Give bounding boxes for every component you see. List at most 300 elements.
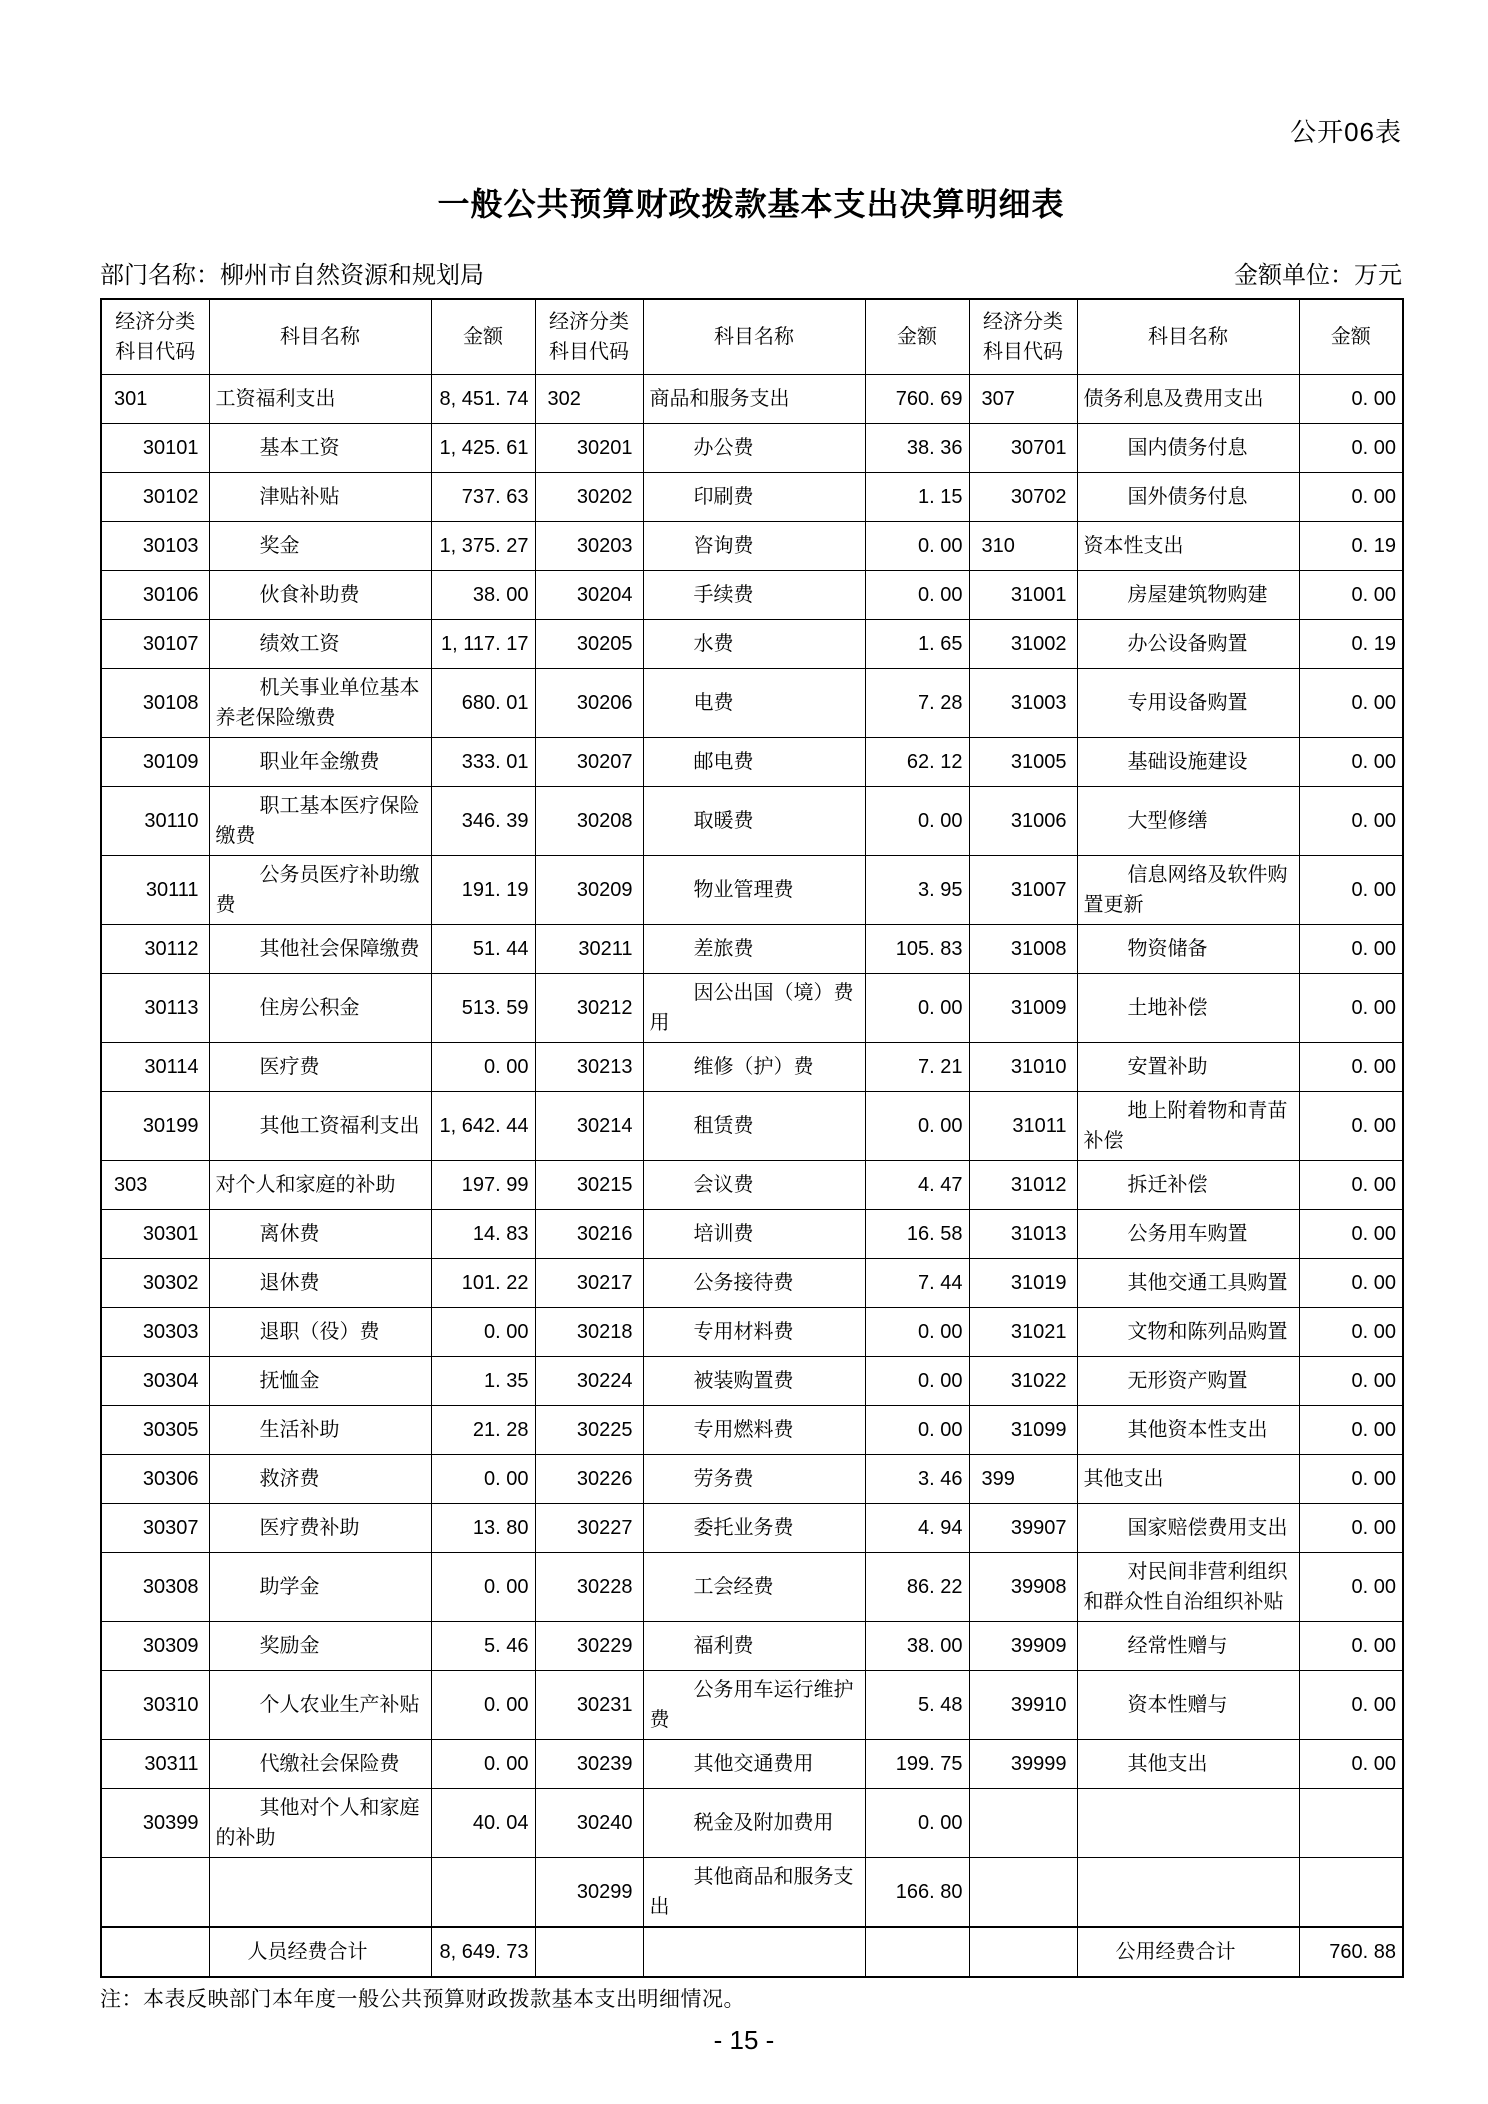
- column-header: 经济分类科目代码: [535, 299, 643, 375]
- code-cell: 30204: [535, 571, 643, 620]
- code-cell: 30109: [101, 738, 209, 787]
- amount-cell: 3. 95: [865, 856, 969, 925]
- table-row: [101, 571, 1403, 620]
- amount-cell: 21. 28: [431, 1406, 535, 1455]
- amount-cell: 333. 01: [431, 738, 535, 787]
- column-header: 经济分类科目代码: [969, 299, 1077, 375]
- code-cell: 30217: [535, 1259, 643, 1308]
- code-cell: 30215: [535, 1161, 643, 1210]
- code-cell: 30108: [101, 669, 209, 738]
- amount-cell: 0. 00: [1299, 1406, 1403, 1455]
- code-cell: [535, 1927, 643, 1977]
- table-row: [101, 1740, 1403, 1789]
- subject-name-cell: 租赁费: [643, 1092, 865, 1161]
- amount-cell: 4. 47: [865, 1161, 969, 1210]
- amount-cell: [431, 1858, 535, 1928]
- subject-name-cell: 商品和服务支出: [643, 375, 865, 424]
- code-cell: 399: [969, 1455, 1077, 1504]
- amount-cell: 1. 35: [431, 1357, 535, 1406]
- amount-cell: 5. 48: [865, 1671, 969, 1740]
- subject-name-cell: 专用设备购置: [1077, 669, 1299, 738]
- code-cell: 39907: [969, 1504, 1077, 1553]
- table-row: [101, 1092, 1403, 1161]
- subject-name-cell: 房屋建筑物购建: [1077, 571, 1299, 620]
- table-row: [101, 1504, 1403, 1553]
- subject-name-cell: 公务用车运行维护费: [643, 1671, 865, 1740]
- amount-cell: 4. 94: [865, 1504, 969, 1553]
- code-cell: 30305: [101, 1406, 209, 1455]
- subject-name-cell: 公务接待费: [643, 1259, 865, 1308]
- amount-cell: 191. 19: [431, 856, 535, 925]
- subject-name-cell: 被装购置费: [643, 1357, 865, 1406]
- amount-cell: 513. 59: [431, 974, 535, 1043]
- subject-name-cell: 债务利息及费用支出: [1077, 375, 1299, 424]
- amount-cell: 0. 00: [865, 1406, 969, 1455]
- subject-name-cell: 津贴补贴: [209, 473, 431, 522]
- table-row: [101, 974, 1403, 1043]
- subject-name-cell: 公务用车购置: [1077, 1210, 1299, 1259]
- amount-cell: 0. 00: [431, 1455, 535, 1504]
- amount-cell: 0. 00: [1299, 1553, 1403, 1622]
- amount-cell: 0. 00: [1299, 1210, 1403, 1259]
- subject-name-cell: 其他商品和服务支出: [643, 1858, 865, 1928]
- table-row: [101, 522, 1403, 571]
- subject-name-cell: 伙食补助费: [209, 571, 431, 620]
- amount-cell: 7. 28: [865, 669, 969, 738]
- subject-name-cell: 其他工资福利支出: [209, 1092, 431, 1161]
- code-cell: 30231: [535, 1671, 643, 1740]
- code-cell: 31009: [969, 974, 1077, 1043]
- code-cell: 30102: [101, 473, 209, 522]
- amount-cell: 8, 451. 74: [431, 375, 535, 424]
- subject-name-cell: 其他支出: [1077, 1455, 1299, 1504]
- amount-cell: 166. 80: [865, 1858, 969, 1928]
- amount-cell: 0. 00: [865, 1357, 969, 1406]
- amount-cell: 0. 00: [865, 522, 969, 571]
- table-row: [101, 1927, 1403, 1977]
- amount-cell: 0. 00: [1299, 925, 1403, 974]
- subject-name-cell: 公务员医疗补助缴费: [209, 856, 431, 925]
- subject-name-cell: [1077, 1789, 1299, 1858]
- amount-cell: 737. 63: [431, 473, 535, 522]
- subject-name-cell: 绩效工资: [209, 620, 431, 669]
- code-cell: 30306: [101, 1455, 209, 1504]
- subject-name-cell: 因公出国（境）费用: [643, 974, 865, 1043]
- code-cell: 30303: [101, 1308, 209, 1357]
- table-row: [101, 473, 1403, 522]
- amount-cell: 7. 44: [865, 1259, 969, 1308]
- amount-cell: 0. 00: [431, 1553, 535, 1622]
- table-row: [101, 1789, 1403, 1858]
- subject-name-cell: 办公设备购置: [1077, 620, 1299, 669]
- code-cell: 30206: [535, 669, 643, 738]
- code-cell: 31008: [969, 925, 1077, 974]
- table-row: [101, 1043, 1403, 1092]
- code-cell: 30209: [535, 856, 643, 925]
- subject-name-cell: 机关事业单位基本养老保险缴费: [209, 669, 431, 738]
- code-cell: 31022: [969, 1357, 1077, 1406]
- code-cell: 31002: [969, 620, 1077, 669]
- amount-cell: 105. 83: [865, 925, 969, 974]
- code-cell: 301: [101, 375, 209, 424]
- budget-table: [100, 298, 1404, 1978]
- code-cell: 30114: [101, 1043, 209, 1092]
- subject-name-cell: 安置补助: [1077, 1043, 1299, 1092]
- code-cell: 30211: [535, 925, 643, 974]
- subject-name-cell: 医疗费补助: [209, 1504, 431, 1553]
- subject-name-cell: 职工基本医疗保险缴费: [209, 787, 431, 856]
- subject-name-cell: 拆迁补偿: [1077, 1161, 1299, 1210]
- table-row: [101, 1210, 1403, 1259]
- code-cell: 30111: [101, 856, 209, 925]
- table-row: [101, 1357, 1403, 1406]
- code-cell: 31012: [969, 1161, 1077, 1210]
- amount-cell: 16. 58: [865, 1210, 969, 1259]
- subject-name-cell: 工资福利支出: [209, 375, 431, 424]
- column-header: 经济分类科目代码: [101, 299, 209, 375]
- code-cell: 30213: [535, 1043, 643, 1092]
- subject-name-cell: 其他社会保障缴费: [209, 925, 431, 974]
- subject-name-cell: 文物和陈列品购置: [1077, 1308, 1299, 1357]
- code-cell: 30308: [101, 1553, 209, 1622]
- code-cell: 30227: [535, 1504, 643, 1553]
- code-cell: 30103: [101, 522, 209, 571]
- code-cell: 30218: [535, 1308, 643, 1357]
- subject-name-cell: 劳务费: [643, 1455, 865, 1504]
- subject-name-cell: 税金及附加费用: [643, 1789, 865, 1858]
- amount-cell: 0. 00: [865, 1789, 969, 1858]
- subject-name-cell: 取暖费: [643, 787, 865, 856]
- subject-name-cell: 其他交通工具购置: [1077, 1259, 1299, 1308]
- amount-cell: 0. 00: [1299, 1043, 1403, 1092]
- code-cell: 30239: [535, 1740, 643, 1789]
- amount-cell: 0. 00: [1299, 1308, 1403, 1357]
- amount-cell: 0. 00: [1299, 473, 1403, 522]
- subject-name-cell: 退职（役）费: [209, 1308, 431, 1357]
- amount-cell: 1, 117. 17: [431, 620, 535, 669]
- code-cell: 30307: [101, 1504, 209, 1553]
- table-row: [101, 1406, 1403, 1455]
- code-cell: 30226: [535, 1455, 643, 1504]
- column-header: 金额: [1299, 299, 1403, 375]
- header-row: [101, 299, 1403, 375]
- table-row: [101, 1671, 1403, 1740]
- amount-cell: 197. 99: [431, 1161, 535, 1210]
- amount-cell: 40. 04: [431, 1789, 535, 1858]
- subject-name-cell: 公用经费合计: [1077, 1927, 1299, 1977]
- amount-cell: 0. 00: [431, 1043, 535, 1092]
- subject-name-cell: 奖励金: [209, 1622, 431, 1671]
- subject-name-cell: 经常性赠与: [1077, 1622, 1299, 1671]
- table-row: [101, 620, 1403, 669]
- page-title: 一般公共预算财政拨款基本支出决算明细表: [437, 186, 1065, 222]
- code-cell: 30199: [101, 1092, 209, 1161]
- code-cell: 303: [101, 1161, 209, 1210]
- code-cell: 31003: [969, 669, 1077, 738]
- code-cell: 30205: [535, 620, 643, 669]
- amount-cell: 7. 21: [865, 1043, 969, 1092]
- amount-cell: 38. 36: [865, 424, 969, 473]
- amount-cell: 0. 00: [1299, 1092, 1403, 1161]
- table-row: [101, 1858, 1403, 1928]
- subject-name-cell: 国家赔偿费用支出: [1077, 1504, 1299, 1553]
- page-number: - 15 -: [713, 2025, 775, 2055]
- code-cell: 31007: [969, 856, 1077, 925]
- code-cell: 307: [969, 375, 1077, 424]
- code-cell: 302: [535, 375, 643, 424]
- code-cell: [969, 1927, 1077, 1977]
- code-cell: 30201: [535, 424, 643, 473]
- subject-name-cell: 会议费: [643, 1161, 865, 1210]
- subject-name-cell: 物业管理费: [643, 856, 865, 925]
- subject-name-cell: 培训费: [643, 1210, 865, 1259]
- code-cell: 30304: [101, 1357, 209, 1406]
- subject-name-cell: 无形资产购置: [1077, 1357, 1299, 1406]
- amount-cell: 1, 642. 44: [431, 1092, 535, 1161]
- code-cell: 30701: [969, 424, 1077, 473]
- table-row: [101, 1455, 1403, 1504]
- code-cell: 30240: [535, 1789, 643, 1858]
- code-cell: 30216: [535, 1210, 643, 1259]
- amount-cell: 680. 01: [431, 669, 535, 738]
- code-cell: 30399: [101, 1789, 209, 1858]
- code-cell: 39910: [969, 1671, 1077, 1740]
- subject-name-cell: 手续费: [643, 571, 865, 620]
- code-cell: 30228: [535, 1553, 643, 1622]
- subject-name-cell: 维修（护）费: [643, 1043, 865, 1092]
- amount-cell: 0. 00: [865, 571, 969, 620]
- subject-name-cell: 职业年金缴费: [209, 738, 431, 787]
- amount-cell: 101. 22: [431, 1259, 535, 1308]
- amount-cell: 0. 00: [1299, 1504, 1403, 1553]
- subject-name-cell: [643, 1927, 865, 1977]
- amount-cell: 0. 00: [1299, 424, 1403, 473]
- amount-cell: [1299, 1858, 1403, 1928]
- subject-name-cell: 国外债务付息: [1077, 473, 1299, 522]
- subject-name-cell: 奖金: [209, 522, 431, 571]
- subject-name-cell: 助学金: [209, 1553, 431, 1622]
- subject-name-cell: 个人农业生产补贴: [209, 1671, 431, 1740]
- amount-cell: 0. 00: [1299, 1357, 1403, 1406]
- subject-name-cell: 委托业务费: [643, 1504, 865, 1553]
- code-cell: 30301: [101, 1210, 209, 1259]
- subject-name-cell: 其他交通费用: [643, 1740, 865, 1789]
- amount-cell: 0. 00: [1299, 375, 1403, 424]
- amount-cell: 0. 00: [1299, 1671, 1403, 1740]
- subject-name-cell: 印刷费: [643, 473, 865, 522]
- code-cell: 30309: [101, 1622, 209, 1671]
- amount-cell: 760. 69: [865, 375, 969, 424]
- amount-cell: 0. 00: [1299, 571, 1403, 620]
- table-row: [101, 375, 1403, 424]
- code-cell: 30208: [535, 787, 643, 856]
- amount-cell: 13. 80: [431, 1504, 535, 1553]
- amount-cell: 0. 00: [1299, 1259, 1403, 1308]
- amount-cell: 0. 19: [1299, 620, 1403, 669]
- code-cell: 31099: [969, 1406, 1077, 1455]
- code-cell: 31021: [969, 1308, 1077, 1357]
- amount-cell: 0. 00: [1299, 787, 1403, 856]
- code-cell: 39909: [969, 1622, 1077, 1671]
- code-cell: 30106: [101, 571, 209, 620]
- code-cell: 31013: [969, 1210, 1077, 1259]
- amount-cell: 86. 22: [865, 1553, 969, 1622]
- amount-cell: 0. 00: [1299, 669, 1403, 738]
- subject-name-cell: 住房公积金: [209, 974, 431, 1043]
- subject-name-cell: 物资储备: [1077, 925, 1299, 974]
- amount-cell: 1, 425. 61: [431, 424, 535, 473]
- subject-name-cell: 其他对个人和家庭的补助: [209, 1789, 431, 1858]
- code-cell: 30107: [101, 620, 209, 669]
- table-row: [101, 424, 1403, 473]
- amount-cell: 14. 83: [431, 1210, 535, 1259]
- amount-cell: 0. 00: [1299, 1622, 1403, 1671]
- amount-cell: 1, 375. 27: [431, 522, 535, 571]
- amount-cell: 38. 00: [431, 571, 535, 620]
- code-cell: 30299: [535, 1858, 643, 1928]
- subject-name-cell: 其他支出: [1077, 1740, 1299, 1789]
- amount-cell: 0. 00: [1299, 738, 1403, 787]
- code-cell: [101, 1858, 209, 1928]
- code-cell: [101, 1927, 209, 1977]
- subject-name-cell: 救济费: [209, 1455, 431, 1504]
- amount-cell: 0. 19: [1299, 522, 1403, 571]
- code-cell: 31011: [969, 1092, 1077, 1161]
- column-header: 科目名称: [643, 299, 865, 375]
- amount-cell: 51. 44: [431, 925, 535, 974]
- amount-cell: 0. 00: [431, 1671, 535, 1740]
- amount-unit-label: 金额单位：万元: [1234, 262, 1402, 289]
- code-cell: 30101: [101, 424, 209, 473]
- column-header: 科目名称: [1077, 299, 1299, 375]
- subject-name-cell: 办公费: [643, 424, 865, 473]
- subject-name-cell: 信息网络及软件购置更新: [1077, 856, 1299, 925]
- code-cell: 30110: [101, 787, 209, 856]
- subject-name-cell: 退休费: [209, 1259, 431, 1308]
- code-cell: [969, 1858, 1077, 1928]
- subject-name-cell: 福利费: [643, 1622, 865, 1671]
- code-cell: 30229: [535, 1622, 643, 1671]
- table-row: [101, 1553, 1403, 1622]
- amount-cell: 3. 46: [865, 1455, 969, 1504]
- amount-cell: 62. 12: [865, 738, 969, 787]
- table-row: [101, 1622, 1403, 1671]
- amount-cell: 199. 75: [865, 1740, 969, 1789]
- subject-name-cell: 对个人和家庭的补助: [209, 1161, 431, 1210]
- code-cell: [969, 1789, 1077, 1858]
- amount-cell: [1299, 1789, 1403, 1858]
- amount-cell: 38. 00: [865, 1622, 969, 1671]
- subject-name-cell: 对民间非营利组织和群众性自治组织补贴: [1077, 1553, 1299, 1622]
- code-cell: 31005: [969, 738, 1077, 787]
- code-cell: 39908: [969, 1553, 1077, 1622]
- amount-cell: 0. 00: [431, 1740, 535, 1789]
- amount-cell: 1. 65: [865, 620, 969, 669]
- table-meta-row: [100, 255, 1402, 290]
- amount-cell: 8, 649. 73: [431, 1927, 535, 1977]
- table-row: [101, 787, 1403, 856]
- amount-cell: 1. 15: [865, 473, 969, 522]
- subject-name-cell: 基础设施建设: [1077, 738, 1299, 787]
- column-header: 科目名称: [209, 299, 431, 375]
- column-header: 金额: [431, 299, 535, 375]
- code-cell: 30202: [535, 473, 643, 522]
- subject-name-cell: 基本工资: [209, 424, 431, 473]
- code-cell: 30113: [101, 974, 209, 1043]
- subject-name-cell: 差旅费: [643, 925, 865, 974]
- amount-cell: 0. 00: [865, 974, 969, 1043]
- table-row: [101, 1308, 1403, 1357]
- subject-name-cell: 大型修缮: [1077, 787, 1299, 856]
- form-tag: 公开06表: [1290, 117, 1402, 147]
- subject-name-cell: 其他资本性支出: [1077, 1406, 1299, 1455]
- subject-name-cell: 邮电费: [643, 738, 865, 787]
- table-row: [101, 1259, 1403, 1308]
- subject-name-cell: 工会经费: [643, 1553, 865, 1622]
- subject-name-cell: 生活补助: [209, 1406, 431, 1455]
- subject-name-cell: 电费: [643, 669, 865, 738]
- subject-name-cell: 咨询费: [643, 522, 865, 571]
- table-row: [101, 738, 1403, 787]
- subject-name-cell: 国内债务付息: [1077, 424, 1299, 473]
- code-cell: 31001: [969, 571, 1077, 620]
- amount-cell: 0. 00: [431, 1308, 535, 1357]
- subject-name-cell: 资本性支出: [1077, 522, 1299, 571]
- subject-name-cell: 土地补偿: [1077, 974, 1299, 1043]
- code-cell: 30225: [535, 1406, 643, 1455]
- subject-name-cell: 抚恤金: [209, 1357, 431, 1406]
- amount-cell: 5. 46: [431, 1622, 535, 1671]
- code-cell: 30214: [535, 1092, 643, 1161]
- code-cell: 30212: [535, 974, 643, 1043]
- subject-name-cell: [209, 1858, 431, 1928]
- subject-name-cell: 离休费: [209, 1210, 431, 1259]
- table-row: [101, 1161, 1403, 1210]
- code-cell: 30224: [535, 1357, 643, 1406]
- code-cell: 31010: [969, 1043, 1077, 1092]
- code-cell: 30310: [101, 1671, 209, 1740]
- amount-cell: 346. 39: [431, 787, 535, 856]
- amount-cell: 0. 00: [1299, 1740, 1403, 1789]
- department-name-label: 部门名称：柳州市自然资源和规划局: [100, 262, 484, 289]
- subject-name-cell: 人员经费合计: [209, 1927, 431, 1977]
- code-cell: 30112: [101, 925, 209, 974]
- amount-cell: 0. 00: [1299, 1161, 1403, 1210]
- code-cell: 30203: [535, 522, 643, 571]
- amount-cell: 0. 00: [1299, 974, 1403, 1043]
- table-row: [101, 856, 1403, 925]
- table-header: [101, 299, 1403, 375]
- column-header: 金额: [865, 299, 969, 375]
- amount-cell: 0. 00: [865, 1092, 969, 1161]
- amount-cell: [865, 1927, 969, 1977]
- table-body: [101, 375, 1403, 1978]
- amount-cell: 0. 00: [865, 1308, 969, 1357]
- code-cell: 30302: [101, 1259, 209, 1308]
- table-footnote: 注：本表反映部门本年度一般公共预算财政拨款基本支出明细情况。: [100, 1988, 745, 2011]
- code-cell: 39999: [969, 1740, 1077, 1789]
- subject-name-cell: 医疗费: [209, 1043, 431, 1092]
- subject-name-cell: 专用材料费: [643, 1308, 865, 1357]
- subject-name-cell: [1077, 1858, 1299, 1928]
- subject-name-cell: 代缴社会保险费: [209, 1740, 431, 1789]
- table-row: [101, 925, 1403, 974]
- subject-name-cell: 资本性赠与: [1077, 1671, 1299, 1740]
- subject-name-cell: 水费: [643, 620, 865, 669]
- table-row: [101, 669, 1403, 738]
- code-cell: 310: [969, 522, 1077, 571]
- amount-cell: 0. 00: [1299, 1455, 1403, 1504]
